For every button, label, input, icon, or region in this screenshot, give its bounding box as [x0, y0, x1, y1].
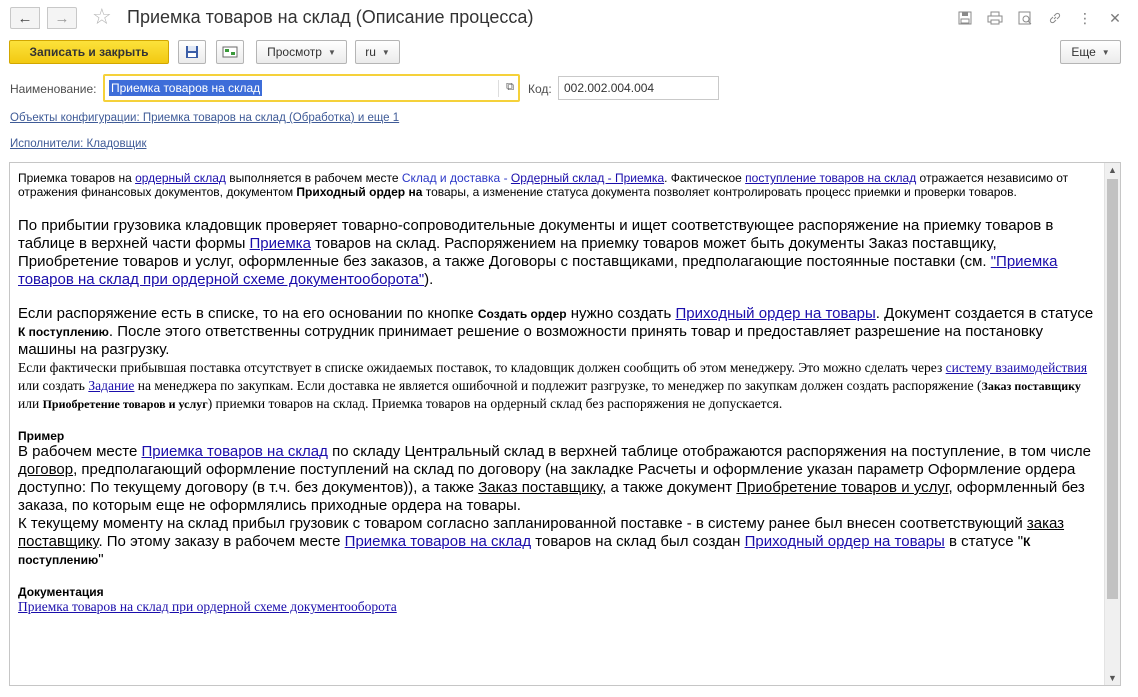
link-receipt-workplace-2[interactable]: Приемка товаров на склад	[344, 533, 532, 550]
structure-button[interactable]	[216, 40, 244, 64]
text: . После этого ответственны сотрудник принимает решение о возможности принять товар и предоставляет разрешение на постановку машины на разгрузку.	[18, 323, 1044, 358]
window-actions	[950, 8, 1130, 28]
floppy-icon	[185, 45, 199, 59]
vertical-scrollbar[interactable]	[1104, 163, 1120, 685]
save-icon[interactable]	[950, 8, 980, 28]
save-button[interactable]	[178, 40, 206, 64]
text: В рабочем месте	[18, 443, 142, 460]
text: . По этому заказу в рабочем месте	[98, 533, 345, 550]
language-label: ru	[365, 45, 376, 59]
name-value[interactable]: Приемка товаров на склад	[111, 81, 261, 95]
bold-text: К поступлению	[18, 325, 109, 339]
title-bar	[0, 0, 1138, 38]
toolbar	[0, 40, 1138, 68]
paragraph-arrival	[18, 217, 1098, 289]
link-goods-arrival[interactable]: поступление товаров на склад	[745, 171, 917, 185]
underlined-text: Заказ поставщику	[478, 479, 603, 496]
text: "	[98, 551, 104, 568]
caret-down-icon: ▼	[1101, 47, 1110, 57]
underlined-text: заказ поставщику	[18, 515, 1065, 550]
text: Приемка товаров на	[18, 171, 136, 185]
code-input[interactable]: 002.002.004.004	[558, 76, 719, 100]
text: ).	[424, 271, 434, 288]
text: ) приемки товаров на склад. Приемка товаров на ордерный склад без распоряжения не допускается.	[207, 396, 783, 411]
close-icon[interactable]: ✕	[1109, 9, 1121, 26]
link-icon[interactable]	[1040, 8, 1070, 28]
link-receipt-order-goods[interactable]: Приходный ордер на товары	[675, 305, 876, 322]
open-window-icon[interactable]: ⧉	[506, 81, 514, 93]
text: , оформленный без заказа, по которым еще не оформлялись приходные ордера на товары.	[18, 479, 1085, 514]
link-receipt-order-goods-2[interactable]: Приходный ордер на товары	[744, 533, 945, 550]
caret-down-icon: ▼	[327, 47, 336, 57]
text: , предполагающий оформление поступлений на склад по договору (на закладке Расчеты и оформление указан параметр Оформление ордера доступно: По текущему договору (в т.ч. без документов)), а также	[18, 461, 1076, 496]
more-label: Еще	[1071, 45, 1096, 59]
language-dropdown[interactable]	[355, 40, 400, 64]
underlined-text: Приобретение товаров и услуг	[736, 479, 949, 496]
example-heading: Пример	[18, 429, 65, 443]
text: или	[18, 396, 43, 411]
link-task[interactable]: Задание	[88, 378, 135, 393]
view-dropdown[interactable]	[256, 40, 347, 64]
text: товаров на склад был создан	[531, 533, 745, 550]
print-icon[interactable]	[980, 8, 1010, 28]
text: По прибытии грузовика кладовщик проверяет товарно-сопроводительные документы и ищет соответствующее распоряжение на приемку товаров в таблице в верхней части формы	[18, 217, 1054, 252]
text: Если фактически прибывшая поставка отсутствует в списке ожидаемых поставок, то кладовщик должен сообщить об этом менеджеру. Это можно сделать через	[18, 360, 946, 375]
bold-text: Заказ поставщику	[981, 379, 1081, 393]
arrow-left-icon: ←	[17, 9, 33, 27]
text: по складу Центральный склад в верхней таблице отображаются распоряжения на поступление, в том числе	[327, 443, 1092, 460]
link-warehouse-delivery[interactable]: Склад и доставка -	[401, 171, 511, 185]
name-label: Наименование:	[10, 82, 97, 96]
text: . Документ создается в статусе	[875, 305, 1094, 322]
forward-button[interactable]	[47, 7, 77, 29]
bold-text: К поступлению	[18, 535, 1031, 567]
documentation-heading: Документация	[18, 585, 104, 599]
text: в статусе "	[944, 533, 1024, 550]
bold-text: Приходный ордер на	[296, 185, 423, 199]
window-title: Приемка товаров на склад (Описание процесса)	[127, 7, 534, 27]
underlined-text: договор	[18, 461, 74, 478]
bold-text: Приобретение товаров и услуг	[42, 397, 208, 411]
name-input-text-area	[109, 80, 499, 97]
scroll-down-icon[interactable]: ▼	[1108, 673, 1117, 683]
link-interaction-system[interactable]: систему взаимодействия	[945, 360, 1088, 375]
documentation-link[interactable]: Приемка товаров на склад при ордерной схеме документооборота	[18, 599, 397, 614]
link-order-warehouse[interactable]: ордерный склад	[135, 171, 226, 185]
paragraph-example-continued	[18, 515, 1098, 569]
link-receipt-order-scheme[interactable]: "Приемка товаров на склад при ордерной схеме документооборота"	[18, 253, 1058, 288]
paragraph-missing-delivery	[18, 359, 1098, 413]
link-receipt[interactable]: Приемка	[249, 235, 311, 252]
back-button[interactable]	[10, 7, 40, 29]
link-order-warehouse-receipt[interactable]: Ордерный склад - Приемка	[510, 171, 665, 185]
structure-icon	[222, 45, 238, 59]
code-label: Код:	[528, 82, 552, 96]
preview-icon[interactable]	[1010, 8, 1040, 28]
text: товаров на склад. Распоряжением на приемку товаров может быть документы Заказ поставщику, Приобретение товаров и услуг, оформленные без заказов, а также Договоры с поставщиками, предполагающие постоянные поставки (см.	[18, 235, 997, 270]
favorite-star-icon[interactable]: ☆	[92, 4, 112, 29]
bold-text: Создать ордер	[477, 307, 567, 321]
text: выполняется в рабочем месте	[225, 171, 402, 185]
text: , а также документ	[602, 479, 737, 496]
text: К текущему моменту на склад прибыл грузовик с товаром согласно запланированной поставке - в систему ранее был внесен соответствующий	[18, 515, 1027, 532]
description-document	[18, 171, 1098, 615]
text: отражается независимо от отражения финансовых документов, документом	[18, 171, 1069, 199]
more-vertical-icon[interactable]: ⋮	[1078, 9, 1092, 26]
text: или создать	[18, 378, 89, 393]
scroll-up-icon[interactable]: ▲	[1108, 165, 1117, 175]
scroll-thumb[interactable]	[1107, 179, 1118, 599]
description-area[interactable]	[9, 162, 1121, 686]
caret-down-icon: ▼	[381, 47, 390, 57]
configuration-objects-link[interactable]: Объекты конфигурации: Приемка товаров на склад (Обработка) и еще 1	[10, 112, 400, 124]
text: на менеджера по закупкам. Если доставка не является ошибочной и подлежит разгрузке, то менеджер по закупкам должен создать распоряжение (	[134, 378, 982, 393]
more-dropdown[interactable]	[1060, 40, 1121, 64]
link-receipt-workplace[interactable]: Приемка товаров на склад	[141, 443, 328, 460]
text: товары, а изменение статуса документа позволяет контролировать процесс приемки и проверки товаров.	[422, 185, 1017, 199]
name-input[interactable]	[103, 74, 520, 102]
arrow-right-icon: →	[54, 9, 70, 27]
text: нужно создать	[566, 305, 676, 322]
documentation-link-row	[18, 599, 1098, 615]
view-label: Просмотр	[267, 45, 322, 59]
text: . Фактическое	[664, 171, 746, 185]
paragraph-example	[18, 443, 1098, 515]
executors-link[interactable]: Исполнители: Кладовщик	[10, 138, 147, 150]
text: Если распоряжение есть в списке, то на его основании по кнопке	[18, 305, 478, 322]
paragraph-intro	[18, 171, 1098, 199]
write-and-close-button[interactable]: Записать и закрыть	[9, 40, 169, 64]
paragraph-create-order	[18, 305, 1098, 359]
